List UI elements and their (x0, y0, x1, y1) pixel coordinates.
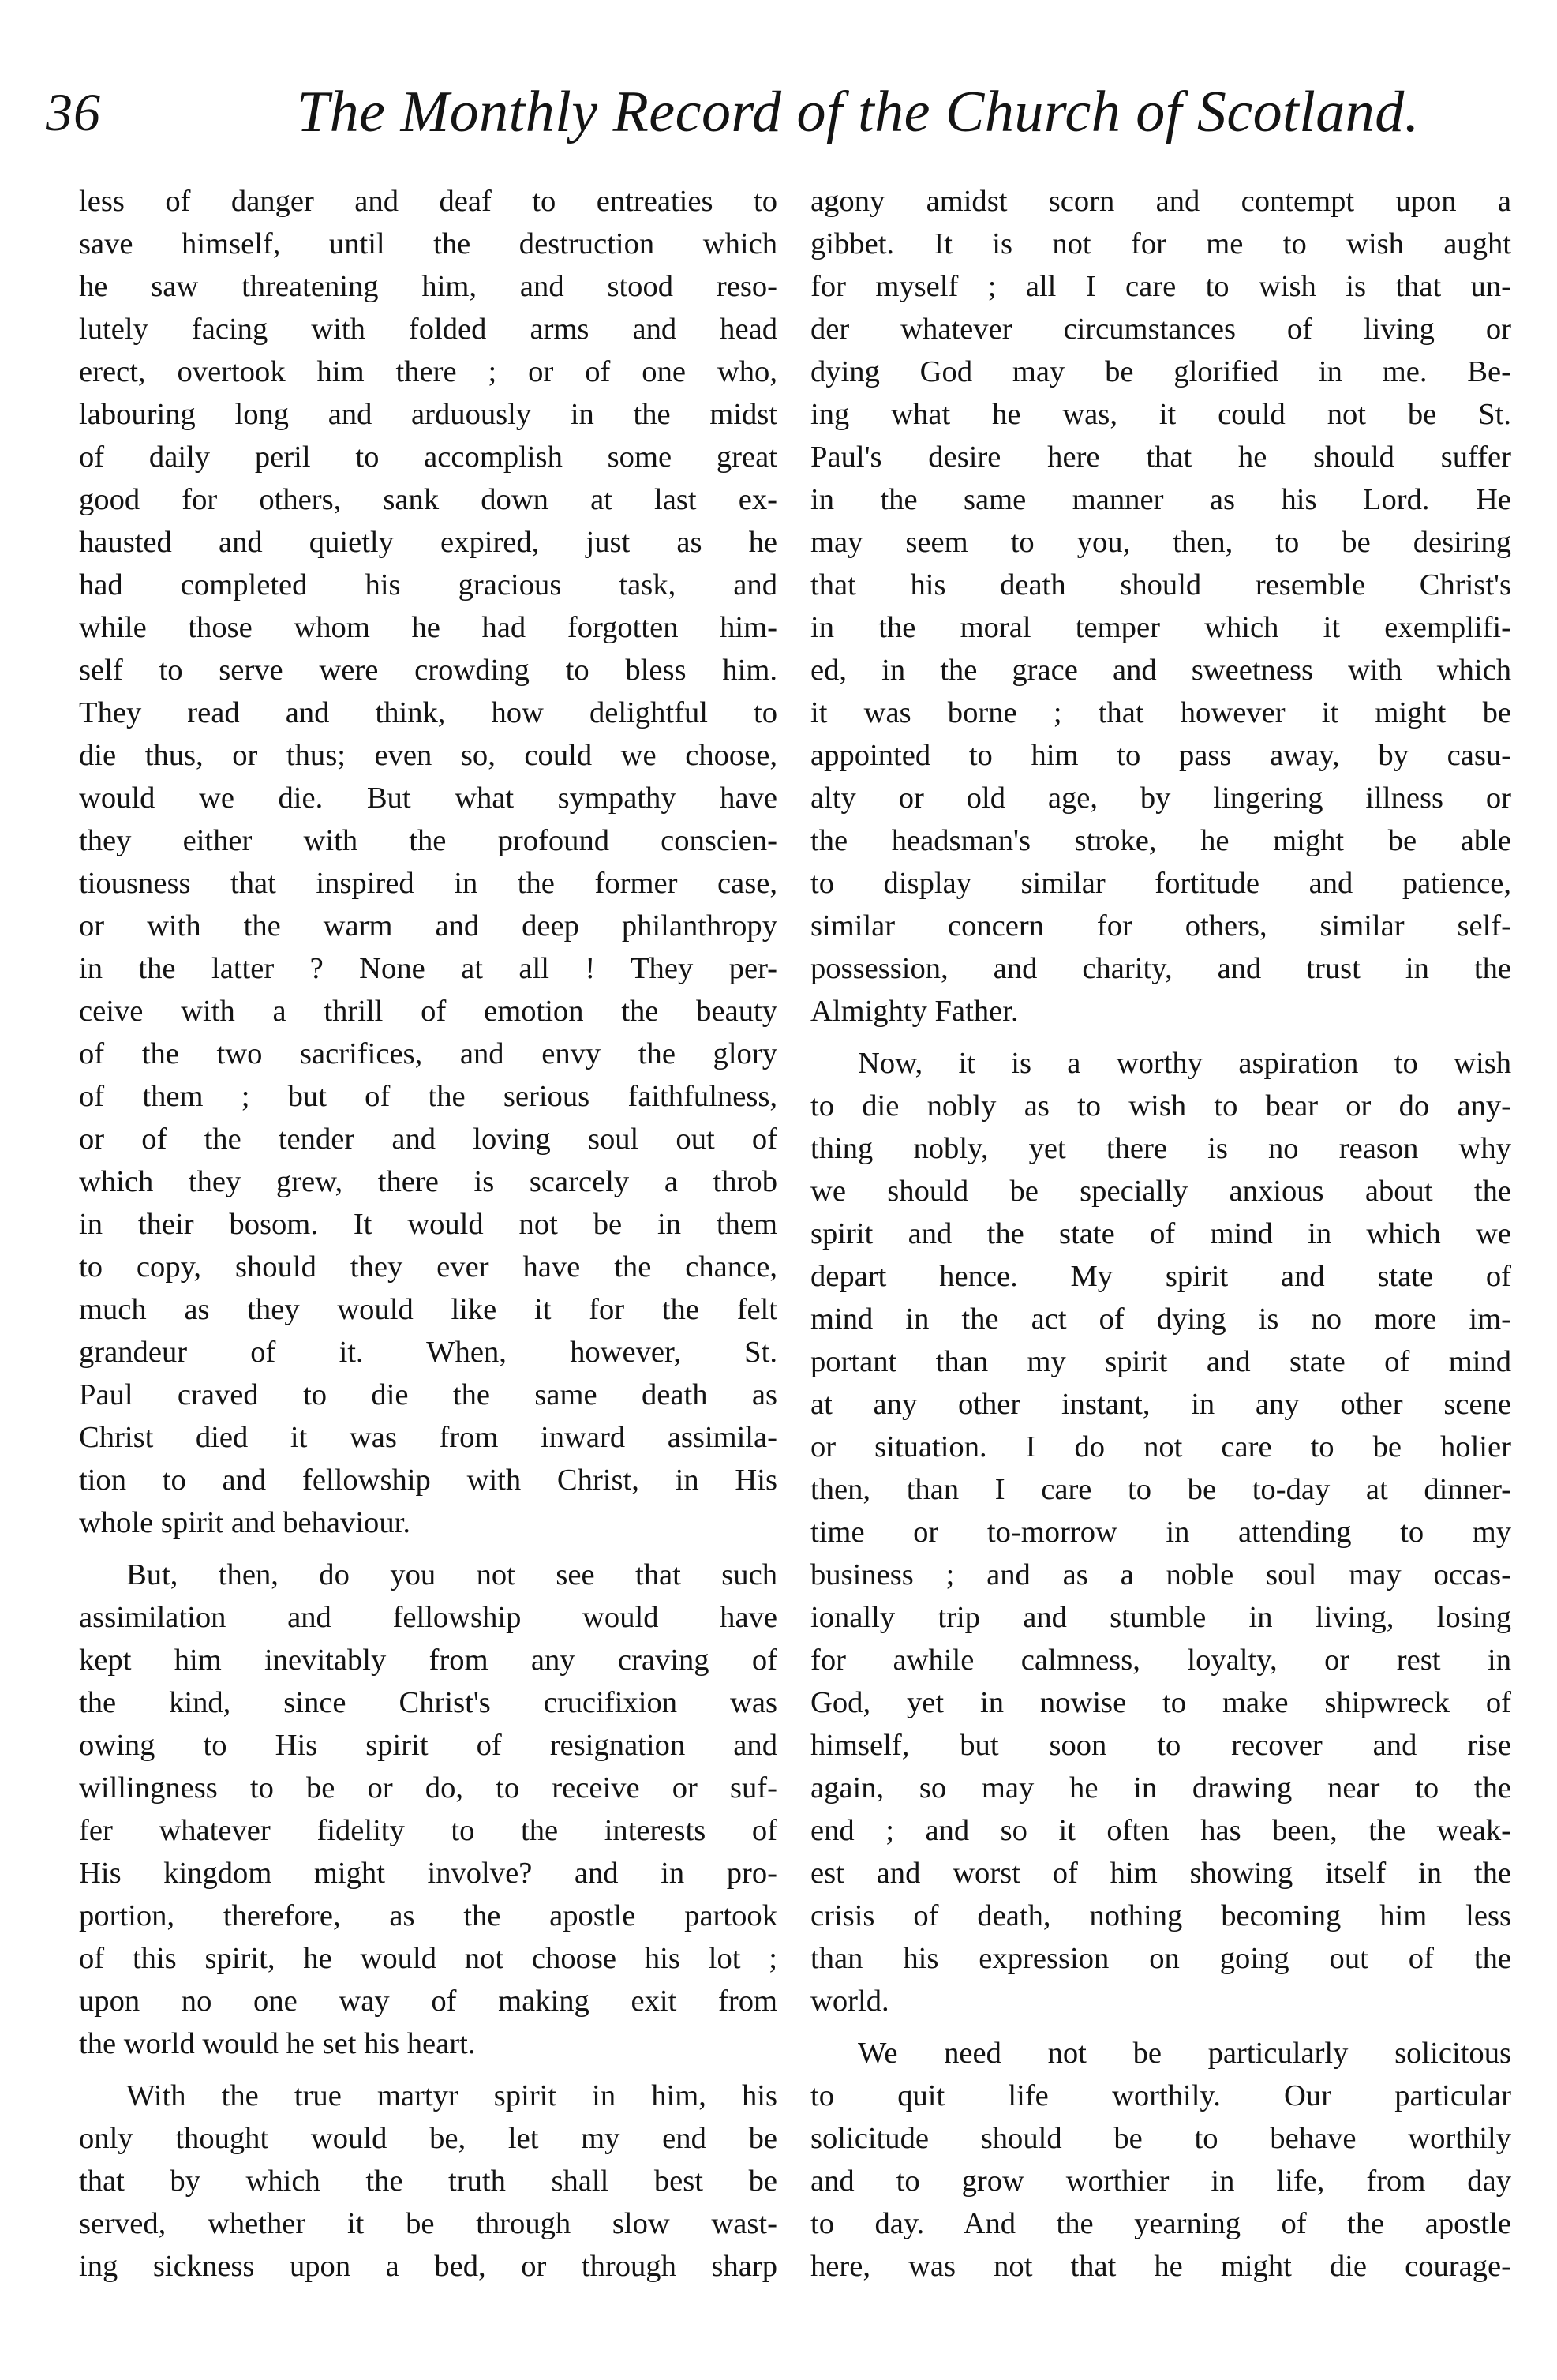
text-line: solicitude should be to behave worthily (810, 2122, 1511, 2155)
text-line: lutely facing with folded arms and head (79, 313, 777, 346)
text-line: the kind, since Christ's crucifixion was (79, 1686, 777, 1719)
text-line: der whatever circumstances of living or (810, 313, 1511, 346)
text-line: of them ; but of the serious faithfulness, (79, 1080, 777, 1113)
text-line: spirit and the state of mind in which we (810, 1217, 1511, 1250)
text-line: gibbet. It is not for me to wish aught (810, 227, 1511, 260)
text-line: God, yet in nowise to make shipwreck of (810, 1686, 1511, 1719)
text-line: willingness to be or do, to receive or suf- (79, 1771, 777, 1805)
text-line: to copy, should they ever have the chance, (79, 1250, 777, 1284)
text-line: His kingdom might involve? and in pro- (79, 1857, 777, 1890)
text-line: good for others, sank down at last ex- (79, 483, 777, 516)
text-line: crisis of death, nothing becoming him less (810, 1899, 1511, 1932)
text-line: ceive with a thrill of emotion the beauty (79, 995, 777, 1028)
text-line: Almighty Father. (810, 995, 1019, 1028)
text-line: save himself, until the destruction which (79, 227, 777, 260)
text-line: est and worst of him showing itself in the (810, 1857, 1511, 1890)
text-line: ing sickness upon a bed, or through sharp (79, 2250, 777, 2283)
text-line: thing nobly, yet there is no reason why (810, 1132, 1511, 1165)
text-line: in their bosom. It would not be in them (79, 1208, 777, 1241)
text-line: they either with the profound conscien- (79, 824, 777, 857)
text-line: in the latter ? None at all ! They per- (79, 952, 777, 985)
text-line: again, so may he in drawing near to the (810, 1771, 1511, 1805)
text-line: served, whether it be through slow wast- (79, 2207, 777, 2240)
text-line: that his death should resemble Christ's (810, 568, 1511, 602)
text-line: may seem to you, then, to be desiring (810, 526, 1511, 559)
text-line: depart hence. My spirit and state of (810, 1260, 1511, 1293)
text-line: whole spirit and behaviour. (79, 1506, 410, 1539)
text-line: similar concern for others, similar self- (810, 909, 1511, 943)
text-line: portant than my spirit and state of mind (810, 1345, 1511, 1378)
text-line: to quit life worthily. Our particular (810, 2079, 1511, 2112)
text-line: we should be specially anxious about the (810, 1175, 1511, 1208)
text-line: here, was not that he might die courage- (810, 2250, 1511, 2283)
text-line: business ; and as a noble soul may occas- (810, 1558, 1511, 1591)
text-line: But, then, do you not see that such (126, 1558, 777, 1591)
text-line: grandeur of it. When, however, St. (79, 1336, 777, 1369)
text-line: tiousness that inspired in the former case, (79, 867, 777, 900)
text-line: hausted and quietly expired, just as he (79, 526, 777, 559)
text-line: end ; and so it often has been, the weak- (810, 1814, 1511, 1847)
left-column (79, 180, 777, 2288)
text-line: alty or old age, by lingering illness or (810, 781, 1511, 815)
text-line: than his expression on going out of the (810, 1942, 1511, 1975)
text-line: it was borne ; that however it might be (810, 696, 1511, 729)
text-line: ing what he was, it could not be St. (810, 398, 1511, 431)
text-line: of the two sacrifices, and envy the glory (79, 1037, 777, 1070)
text-line: With the true martyr spirit in him, his (126, 2079, 777, 2112)
paragraph-gap (810, 2022, 1511, 2032)
text-line: Paul's desire here that he should suffer (810, 440, 1511, 474)
text-line: had completed his gracious task, and (79, 568, 777, 602)
text-line: kept him inevitably from any craving of (79, 1644, 777, 1677)
right-column (810, 180, 1511, 2288)
text-line: the world would he set his heart. (79, 2027, 476, 2060)
text-line: much as they would like it for the felt (79, 1293, 777, 1326)
text-line: Paul craved to die the same death as (79, 1378, 777, 1411)
text-line: less of danger and deaf to entreaties to (79, 185, 777, 218)
text-line: assimilation and fellowship would have (79, 1601, 777, 1634)
paragraph-gap (79, 1544, 777, 1554)
text-line: only thought would be, let my end be (79, 2122, 777, 2155)
text-line: himself, but soon to recover and rise (810, 1729, 1511, 1762)
text-line: to day. And the yearning of the apostle (810, 2207, 1511, 2240)
paragraph-gap (79, 2065, 777, 2075)
page-number: 36 (46, 82, 101, 142)
text-line: labouring long and arduously in the midst (79, 398, 777, 431)
text-line: and to grow worthier in life, from day (810, 2164, 1511, 2198)
text-line: or situation. I do not care to be holier (810, 1430, 1511, 1464)
text-line: appointed to him to pass away, by casu- (810, 739, 1511, 772)
text-line: time or to-morrow in attending to my (810, 1516, 1511, 1549)
text-line: owing to His spirit of resignation and (79, 1729, 777, 1762)
text-line: or with the warm and deep philanthropy (79, 909, 777, 943)
text-line: for myself ; all I care to wish is that un- (810, 270, 1511, 303)
text-line: he saw threatening him, and stood reso- (79, 270, 777, 303)
text-line: which they grew, there is scarcely a throb (79, 1165, 777, 1198)
text-line: world. (810, 1985, 889, 2018)
text-line: upon no one way of making exit from (79, 1985, 777, 2018)
text-line: They read and think, how delightful to (79, 696, 777, 729)
text-line: die thus, or thus; even so, could we choose, (79, 739, 777, 772)
text-line: in the moral temper which it exemplifi- (810, 611, 1511, 644)
text-line: to die nobly as to wish to bear or do any- (810, 1089, 1511, 1123)
text-line: that by which the truth shall best be (79, 2164, 777, 2198)
page-header (46, 73, 1514, 159)
text-line: in the same manner as his Lord. He (810, 483, 1511, 516)
text-line: ionally trip and stumble in living, losing (810, 1601, 1511, 1634)
text-line: possession, and charity, and trust in the (810, 952, 1511, 985)
text-line: ed, in the grace and sweetness with which (810, 654, 1511, 687)
paragraph-gap (810, 1033, 1511, 1042)
text-line: portion, therefore, as the apostle partook (79, 1899, 777, 1932)
text-line: dying God may be glorified in me. Be- (810, 355, 1511, 388)
text-line: mind in the act of dying is no more im- (810, 1302, 1511, 1336)
text-line: tion to and fellowship with Christ, in His (79, 1464, 777, 1497)
text-line: for awhile calmness, loyalty, or rest in (810, 1644, 1511, 1677)
text-line: would we die. But what sympathy have (79, 781, 777, 815)
text-line: self to serve were crowding to bless him. (79, 654, 777, 687)
text-line: Christ died it was from inward assimila- (79, 1421, 777, 1454)
text-line: of this spirit, he would not choose his lot ; (79, 1942, 777, 1975)
text-line: agony amidst scorn and contempt upon a (810, 185, 1511, 218)
text-line: then, than I care to be to-day at dinner- (810, 1473, 1511, 1506)
text-line: fer whatever fidelity to the interests of (79, 1814, 777, 1847)
text-line: the headsman's stroke, he might be able (810, 824, 1511, 857)
text-line: or of the tender and loving soul out of (79, 1123, 777, 1156)
text-line: We need not be particularly solicitous (858, 2037, 1511, 2070)
text-line: Now, it is a worthy aspiration to wish (858, 1047, 1511, 1080)
text-line: while those whom he had forgotten him- (79, 611, 777, 644)
text-line: of daily peril to accomplish some great (79, 440, 777, 474)
running-title: The Monthly Record of the Church of Scotland. (297, 80, 1420, 144)
text-line: to display similar fortitude and patience, (810, 867, 1511, 900)
text-line: erect, overtook him there ; or of one who, (79, 355, 777, 388)
text-line: at any other instant, in any other scene (810, 1388, 1511, 1421)
